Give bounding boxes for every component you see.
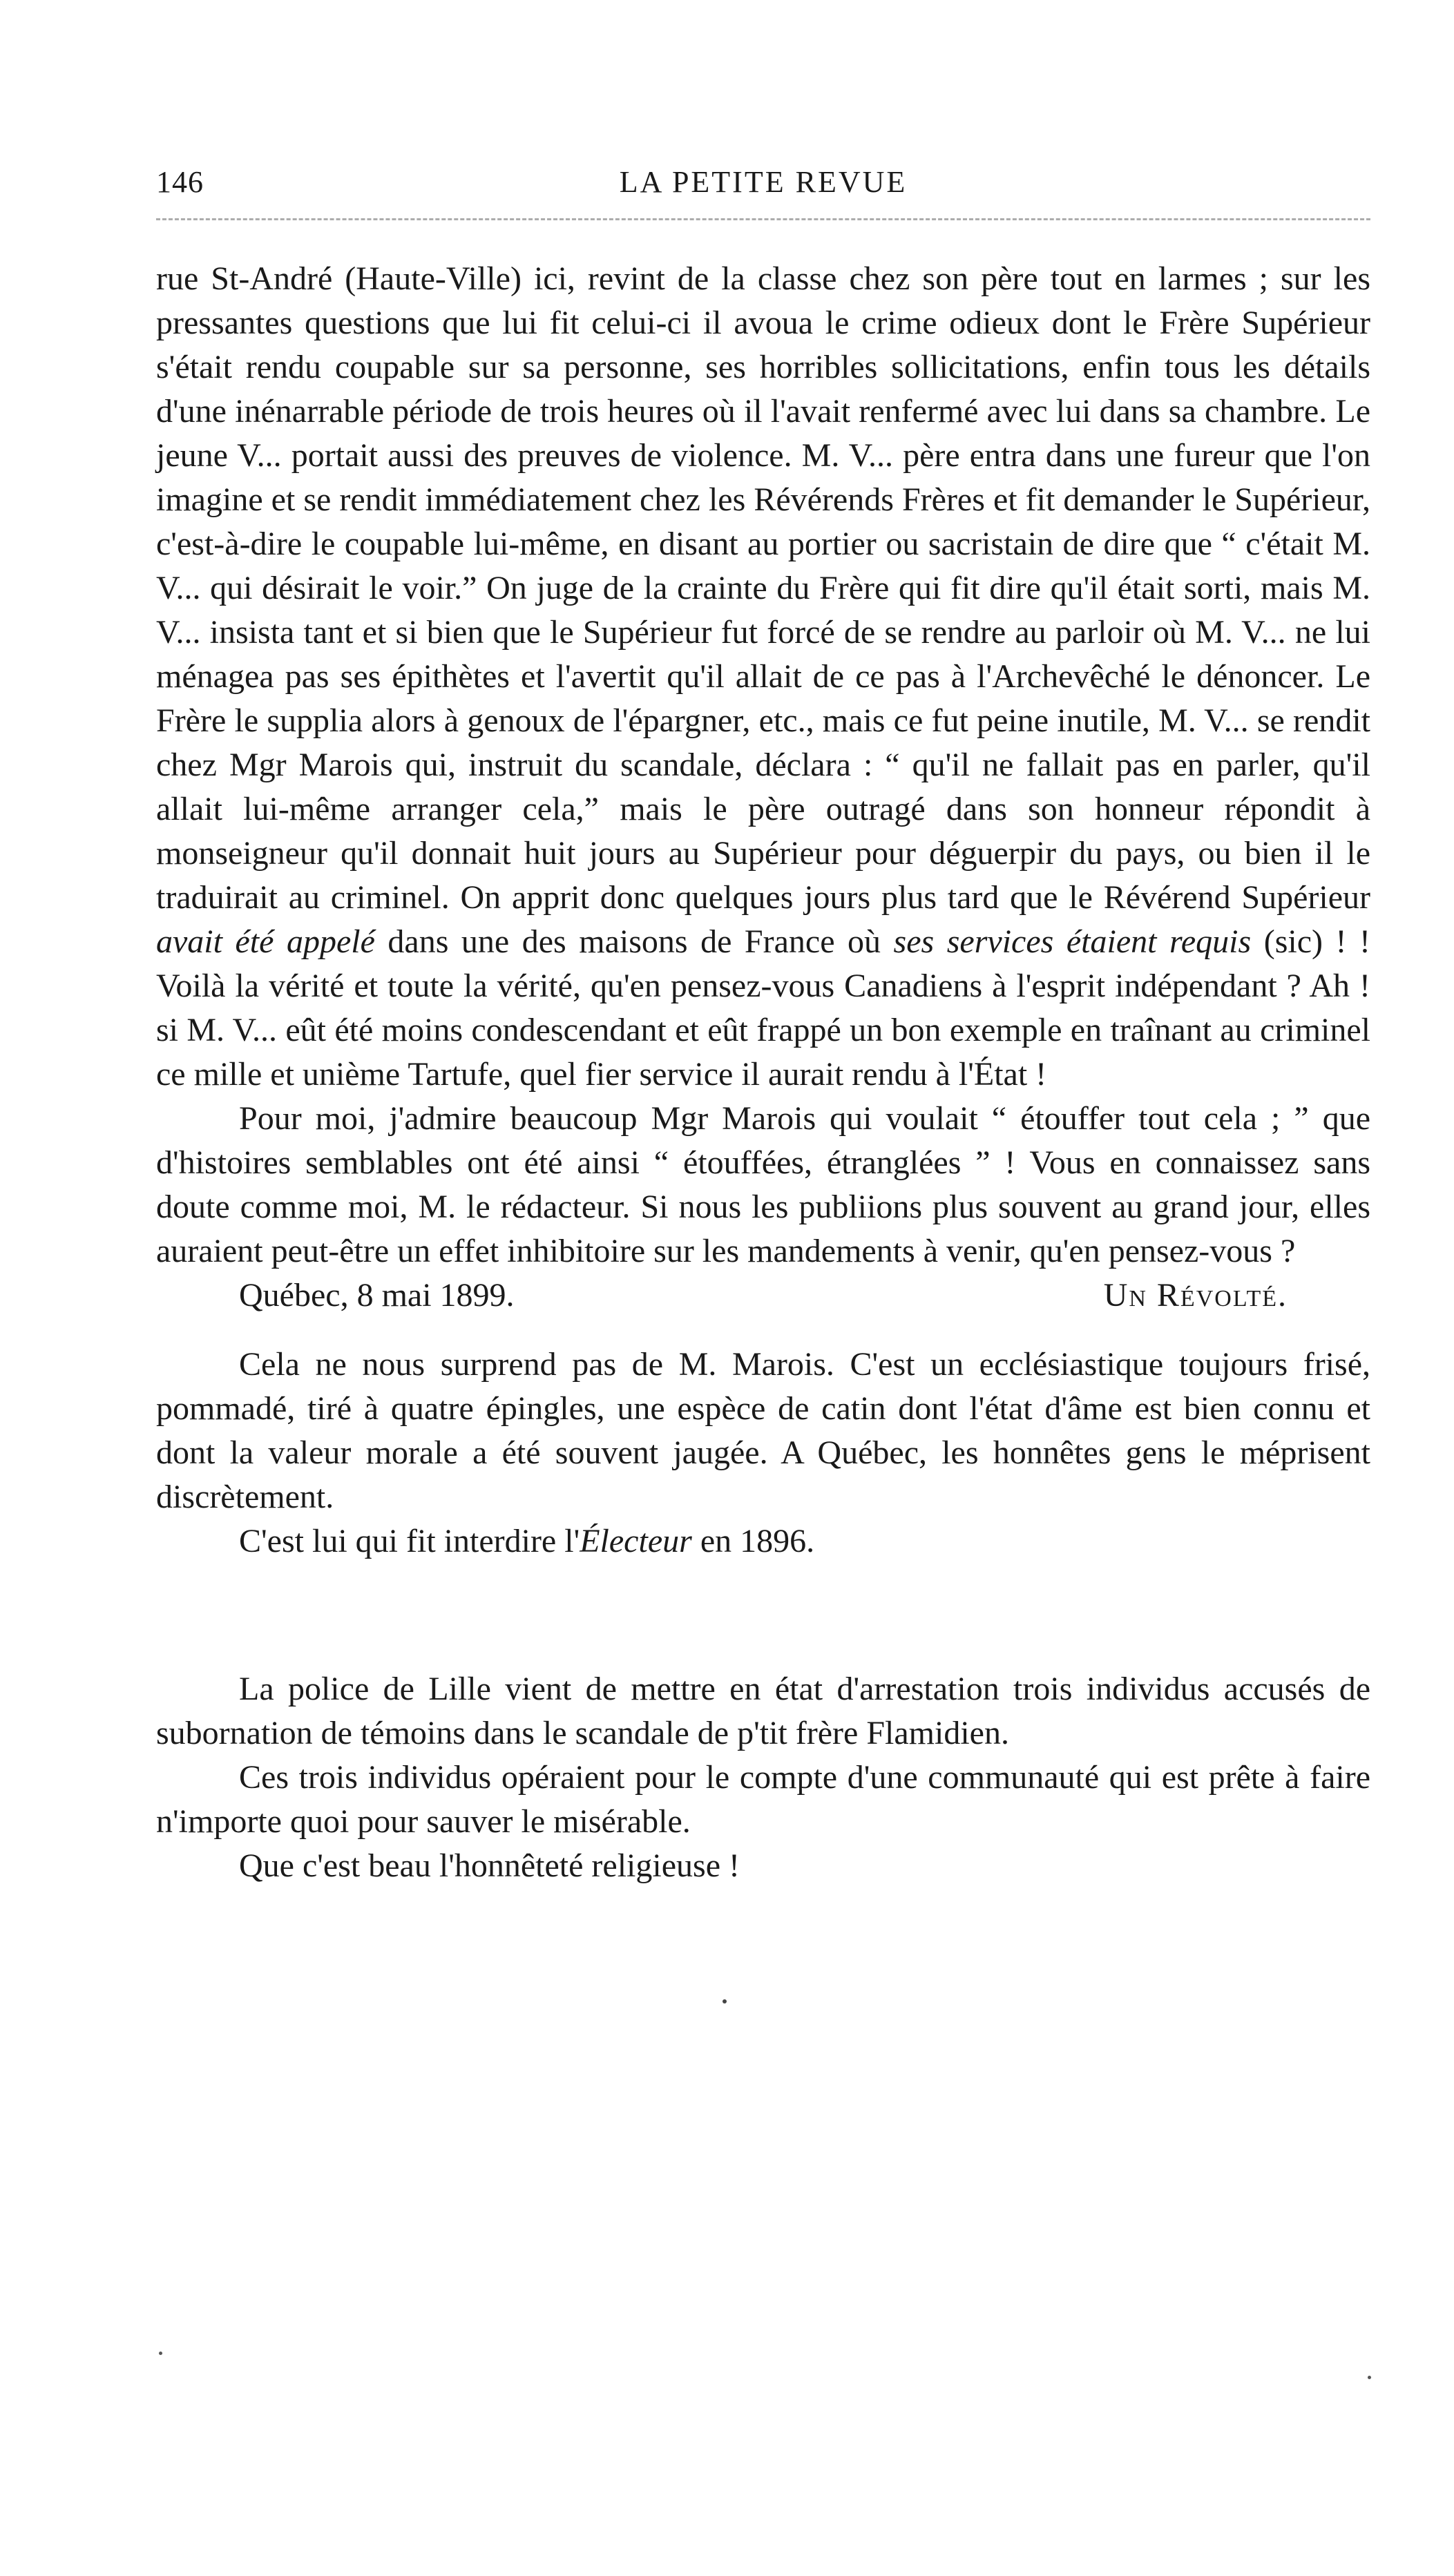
- comment-paragraph-1: Cela ne nous surprend pas de M. Marois. C'est un ecclésiastique toujours frisé, pommadé, tiré à quatre épingles, une espèce de catin dont l'état d'âme est bien connu et dont la valeur morale a été souvent jaugée. A Québec, les honnêtes gens le méprisent discrètement.: [156, 1346, 1370, 1515]
- signature-line: [156, 1273, 1370, 1318]
- print-speck: [1368, 2376, 1371, 2379]
- spacer: [156, 1318, 1370, 1343]
- print-speck: [159, 2352, 162, 2355]
- page-header: [156, 164, 1370, 203]
- header-rule: [156, 218, 1370, 220]
- italic-title: Électeur: [580, 1523, 692, 1559]
- article2-paragraph-3: Que c'est beau l'honnêteté religieuse !: [239, 1847, 740, 1884]
- body-text: [156, 257, 1370, 1888]
- page-number: 146: [156, 165, 204, 199]
- article2-paragraph-1: La police de Lille vient de mettre en état d'arrestation trois individus accusés de subornation de témoins dans le scandale de p'tit frère Flamidien.: [156, 1671, 1370, 1751]
- italic-phrase: avait été appelé: [156, 923, 375, 960]
- running-head: LA PETITE REVUE: [619, 165, 908, 199]
- article1-paragraph-1: rue St-André (Haute-Ville) ici, revint de la classe chez son père tout en larmes ; sur les pressantes questions que lui fit celui-ci il avoua le crime odieux dont le Frère Supérieur s'était rendu coupable sur sa personne, ses horribles sollicitations, enfin tous les détails d'une inénarrable période de trois heures où il l'avait renfermé avec lui dans sa chambre. Le jeune V... portait aussi des preuves de violence. M. V... père entra dans une fureur que l'on imagine et se rendit immédiatement chez les Révérends Frères et fit demander le Supérieur, c'est-à-dire le coupable lui-même, en disant au portier ou sacristain de dire que “ c'était M. V... qui désirait le voir.” On juge de la crainte du Frère qui fit dire qu'il était sorti, mais M. V... insista tant et si bien que le Supérieur fut forcé de se rendre au parloir où M. V... ne lui ménagea pas ses épithètes et l'avertit qu'il allait de ce pas à l'Archevêché le dénoncer. Le Frère le supplia alors à genoux de l'épargner, etc., mais ce fut peine inutile, M. V... se rendit chez Mgr Marois qui, instruit du scandale, déclara : “ qu'il ne fallait pas en parler, qu'il allait lui-même arranger cela,” mais le père outragé dans son honneur répondit à monseigneur qu'il donnait huit jours au Supérieur pour déguerpir du pays, ou bien il le traduirait au criminel. On apprit donc quelques jours plus tard que le Révérend Supérieur avait été appelé dans une des maisons de France où ses services étaient requis (sic) ! ! Voilà la vérité et toute la vérité, qu'en pensez-vous Canadiens à l'esprit indépendant ? Ah ! si M. V... eût été moins condescendant et eût frappé un bon exemple en traînant au criminel ce mille et unième Tartufe, quel fier service il aurait rendu à l'État !: [156, 260, 1370, 1093]
- section-break: [156, 1564, 1370, 1667]
- italic-phrase: ses services étaient requis: [893, 923, 1252, 960]
- signature: Un Révolté.: [1103, 1277, 1288, 1314]
- comment-paragraph-2: C'est lui qui fit interdire l'Électeur en 1896.: [239, 1523, 815, 1559]
- article2-paragraph-2: Ces trois individus opéraient pour le compte d'une communauté qui est prête à faire n'importe quoi pour sauver le misérable.: [156, 1759, 1370, 1840]
- article1-paragraph-2: Pour moi, j'admire beaucoup Mgr Marois qui voulait “ étouffer tout cela ; ” que d'histoires semblables ont été ainsi “ étouffées, étranglées ” ! Vous en connaissez sans doute comme moi, M. le rédacteur. Si nous les publiions plus souvent au grand jour, elles auraient peut-être un effet inhibitoire sur les mandements à venir, qu'en pensez-vous ?: [156, 1100, 1370, 1269]
- place-date: Québec, 8 mai 1899.: [239, 1277, 515, 1314]
- section-separator-dot: [723, 1999, 727, 2003]
